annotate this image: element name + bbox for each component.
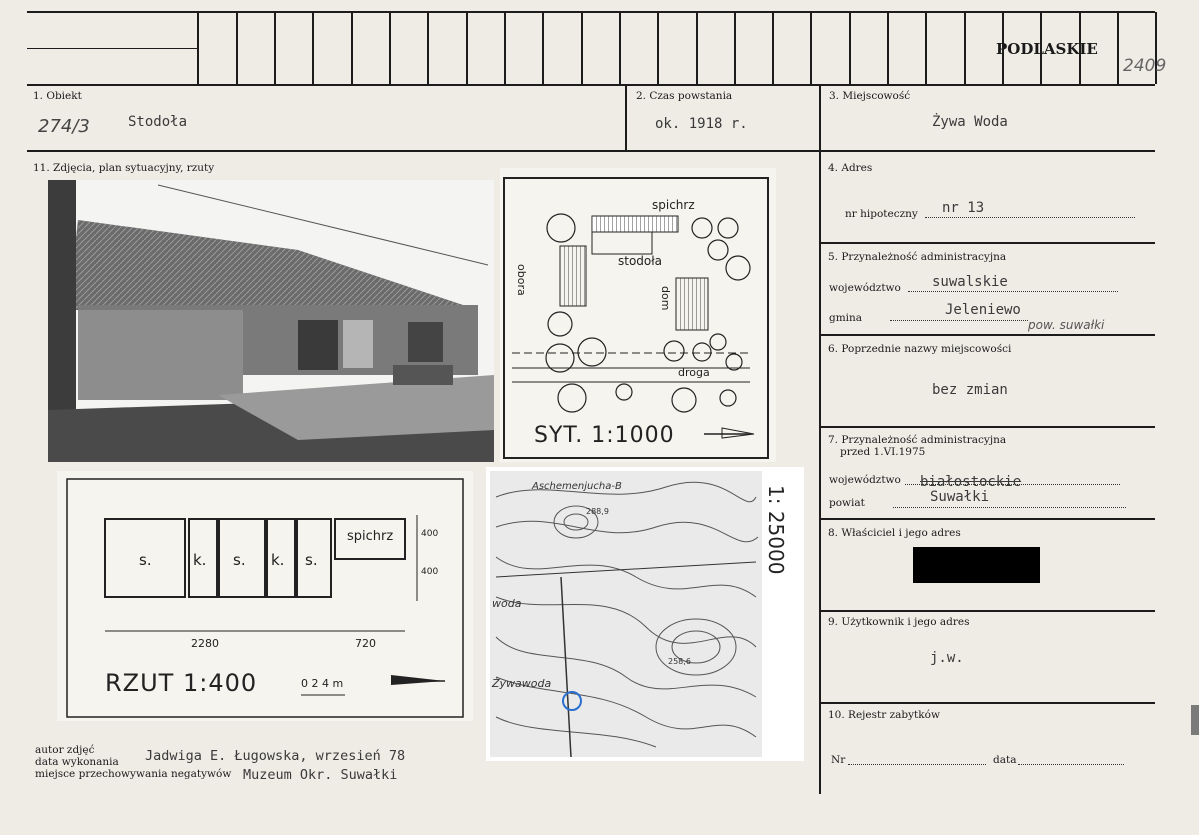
site-dom-label: dom — [659, 286, 672, 311]
grid-cell-line — [925, 12, 927, 84]
room-label: k. — [271, 551, 285, 569]
grid-cell-line — [734, 12, 736, 84]
grid-cell-line — [581, 12, 583, 84]
divider — [821, 426, 1155, 428]
grid-cell-line — [1117, 12, 1119, 84]
grid-cell-line — [657, 12, 659, 84]
hipoteczny-label: nr hipoteczny — [845, 208, 918, 220]
divider — [821, 610, 1155, 612]
redaction-box — [913, 547, 1040, 583]
map-label-top: Aschemenjucha-B — [532, 481, 622, 492]
divider — [625, 84, 627, 152]
grid-cell-line — [312, 12, 314, 84]
adres-label: 4. Adres — [828, 162, 873, 174]
floor-plan — [57, 471, 473, 721]
dim-total: 2280 — [191, 637, 219, 650]
card-number: 2409 — [1123, 56, 1167, 76]
uzytkownik-value: j.w. — [930, 650, 964, 666]
site-plan — [500, 168, 776, 462]
divider — [819, 84, 821, 794]
woj-value: suwalskie — [932, 274, 1008, 290]
powiat-note: pow. suwałki — [1028, 318, 1105, 332]
powiat-label: powiat — [829, 497, 865, 509]
obiekt-value: Stodoła — [128, 114, 188, 130]
grid-cell-line — [197, 12, 199, 84]
miejsce-value: Muzeum Okr. Suwałki — [243, 767, 398, 783]
grid-bottom-line — [27, 84, 1155, 86]
grid-cell-line — [810, 12, 812, 84]
dotted-line — [848, 764, 986, 765]
grid-cell-line — [772, 12, 774, 84]
dotted-line — [925, 217, 1135, 218]
dotted-line — [905, 484, 1120, 485]
grid-cell-line — [351, 12, 353, 84]
miejscowosc-value: Żywa Woda — [932, 114, 1008, 130]
room-label: s. — [305, 551, 318, 569]
wlasciciel-label: 8. Właściciel i jego adres — [828, 527, 961, 539]
region-label: PODLASKIE — [996, 40, 1098, 58]
divider — [821, 702, 1155, 704]
dim-spichrz: 720 — [355, 637, 376, 650]
rejestr-data-label: data — [993, 754, 1017, 766]
grid-cell-line — [542, 12, 544, 84]
przed1975-label: 7. Przynależność administracyjna — [828, 434, 1007, 446]
site-spichrz-label: spichrz — [652, 198, 695, 212]
przynaleznosc-label: 5. Przynależność administracyjna — [828, 251, 1007, 263]
divider — [27, 150, 1155, 152]
miejsce-label: miejsce przechowywania negatywów — [35, 768, 232, 780]
grid-left-line — [27, 48, 197, 49]
grid-cell-line — [236, 12, 238, 84]
map-label-village: Żywawoda — [492, 677, 552, 690]
map-height-2: 258,6 — [668, 657, 691, 666]
autor-value: Jadwiga E. Ługowska, wrzesień 78 — [145, 748, 406, 764]
obiekt-label: 1. Obiekt — [33, 90, 82, 102]
room-label: k. — [193, 551, 207, 569]
divider — [821, 518, 1155, 520]
rejestr-nr-label: Nr — [831, 754, 846, 766]
site-stodola-label: stodoła — [618, 254, 663, 268]
floor-spichrz-label: spichrz — [347, 529, 394, 544]
powiat-value: Suwałki — [930, 489, 990, 505]
grid-cell-line — [427, 12, 429, 84]
edge-mark — [1191, 705, 1199, 735]
dotted-line — [908, 291, 1118, 292]
gmina-value: Jeleniewo — [945, 302, 1021, 318]
barn-photo — [48, 180, 494, 462]
uzytkownik-label: 9. Użytkownik i jego adres — [828, 616, 970, 628]
dotted-line — [1018, 764, 1124, 765]
map-scale-label: 1: 25000 — [764, 485, 788, 575]
room-label: s. — [233, 551, 246, 569]
czas-label: 2. Czas powstania — [636, 90, 733, 102]
divider — [821, 242, 1155, 244]
obiekt-code: 274/3 — [38, 116, 90, 137]
data-label: data wykonania — [35, 756, 119, 768]
woj-old-value: białostockie — [920, 474, 1022, 490]
topo-map — [486, 467, 804, 761]
room-label: s. — [139, 551, 152, 569]
grid-cell-line — [964, 12, 966, 84]
poprzednie-value: bez zmian — [932, 382, 1008, 398]
rejestr-label: 10. Rejestr zabytków — [828, 709, 940, 721]
floor-scale-label: RZUT 1:400 — [105, 669, 258, 697]
divider — [821, 334, 1155, 336]
grid-cell-line — [466, 12, 468, 84]
dim-side2: 400 — [421, 567, 439, 577]
poprzednie-label: 6. Poprzednie nazwy miejscowości — [828, 343, 1012, 355]
grid-cell-line — [887, 12, 889, 84]
grid-cell-line — [619, 12, 621, 84]
autor-label: autor zdjęć — [35, 744, 95, 756]
dotted-line — [893, 507, 1126, 508]
czas-value: ok. 1918 r. — [655, 116, 748, 132]
gmina-label: gmina — [829, 312, 863, 324]
map-height-1: 288,9 — [586, 507, 609, 516]
zdjecia-label: 11. Zdjęcia, plan sytuacyjny, rzuty — [33, 162, 215, 174]
grid-cell-line — [696, 12, 698, 84]
dim-side1: 400 — [421, 529, 439, 539]
dotted-line — [890, 320, 1028, 321]
przed1975-date: przed 1.VI.1975 — [840, 446, 926, 458]
site-obora-label: obora — [515, 264, 528, 296]
floor-scale-bar: 0 2 4 m — [301, 677, 344, 690]
grid-cell-line — [274, 12, 276, 84]
hipoteczny-value: nr 13 — [942, 200, 985, 216]
site-droga-label: droga — [678, 366, 710, 379]
grid-cell-line — [849, 12, 851, 84]
woj-old-label: województwo — [829, 474, 901, 486]
woj-label: województwo — [829, 282, 901, 294]
map-label-left: woda — [492, 597, 522, 610]
miejscowosc-label: 3. Miejscowość — [829, 90, 911, 102]
grid-cell-line — [504, 12, 506, 84]
grid-cell-line — [389, 12, 391, 84]
site-scale-label: SYT. 1:1000 — [534, 423, 675, 448]
